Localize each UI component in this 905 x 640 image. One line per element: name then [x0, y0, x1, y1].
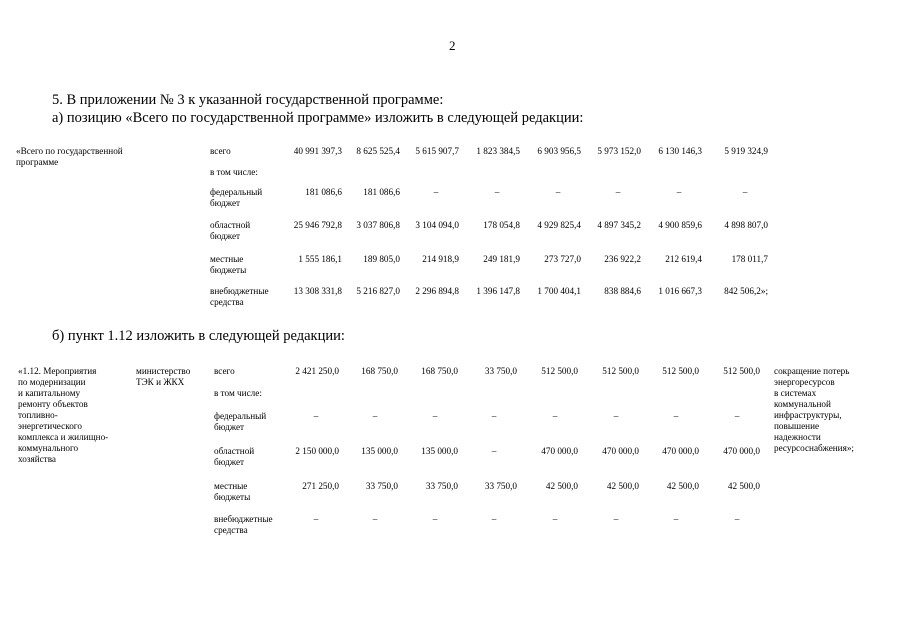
row-name: бюджет — [214, 457, 245, 467]
cell-value: – — [372, 411, 378, 421]
cell-value: 33 750,0 — [484, 481, 517, 491]
cell-value: – — [673, 411, 679, 421]
row-label-line: «1.12. Мероприятия — [18, 366, 97, 376]
cell-value: 42 500,0 — [666, 481, 699, 491]
row-name: всего — [210, 146, 231, 156]
cell-value: 512 500,0 — [662, 366, 699, 376]
row-name: бюджеты — [210, 265, 247, 275]
cell-value: – — [552, 411, 558, 421]
cell-value: – — [491, 446, 497, 456]
cell-value: – — [676, 187, 682, 197]
row-label-line: хозяйства — [18, 454, 56, 464]
cell-value: 3 104 094,0 — [415, 220, 459, 230]
row-label-line: по модернизации — [18, 377, 86, 387]
cell-value: 8 625 525,4 — [356, 146, 400, 156]
cell-value: – — [734, 514, 740, 524]
cell-value: 178 054,8 — [483, 220, 520, 230]
heading-item-a: а) позицию «Всего по государственной программе» изложить в следующей редакции: — [52, 110, 584, 126]
result-label-line: сокращение потерь — [774, 366, 850, 376]
cell-value: – — [742, 187, 748, 197]
cell-value: – — [494, 187, 500, 197]
cell-value: – — [615, 187, 621, 197]
cell-value: 512 500,0 — [541, 366, 578, 376]
cell-value: 25 946 792,8 — [293, 220, 342, 230]
result-label-line: ресурсоснабжения»; — [774, 443, 854, 453]
cell-value: 3 037 806,8 — [356, 220, 400, 230]
row-name: всего — [214, 366, 235, 376]
cell-value: – — [313, 514, 319, 524]
row-name: средства — [214, 525, 248, 535]
cell-value: 33 750,0 — [484, 366, 517, 376]
row-label-line: ремонту объектов — [18, 399, 88, 409]
row-label-line: топливно- — [18, 410, 58, 420]
result-label-line: инфраструктуры, — [774, 410, 842, 420]
cell-value: 135 000,0 — [361, 446, 398, 456]
row-name: средства — [210, 297, 244, 307]
cell-value: 168 750,0 — [421, 366, 458, 376]
cell-value: – — [313, 411, 319, 421]
cell-value: 168 750,0 — [361, 366, 398, 376]
cell-value: – — [432, 514, 438, 524]
cell-value: 33 750,0 — [425, 481, 458, 491]
row-name: бюджеты — [214, 492, 251, 502]
cell-value: 4 900 859,6 — [658, 220, 702, 230]
cell-value: 512 500,0 — [602, 366, 639, 376]
cell-value: – — [491, 411, 497, 421]
cell-value: 2 150 000,0 — [295, 446, 339, 456]
cell-value: 2 421 250,0 — [295, 366, 339, 376]
cell-value: – — [432, 411, 438, 421]
row-name: внебюджетные — [214, 514, 273, 524]
cell-value: 189 805,0 — [363, 254, 400, 264]
row-name: местные — [210, 254, 244, 264]
cell-value: – — [734, 411, 740, 421]
cell-value: 212 619,4 — [665, 254, 702, 264]
cell-value: 214 918,9 — [422, 254, 459, 264]
row-name: местные — [214, 481, 248, 491]
cell-value: 181 086,6 — [363, 187, 400, 197]
cell-value: 249 181,9 — [483, 254, 520, 264]
row-name: федеральный — [210, 187, 263, 197]
cell-value: 1 555 186,1 — [298, 254, 342, 264]
row-name: бюджет — [210, 231, 241, 241]
cell-value: 1 823 384,5 — [476, 146, 520, 156]
result-label-line: надежности — [774, 432, 821, 442]
cell-value: – — [552, 514, 558, 524]
cell-value: 271 250,0 — [302, 481, 339, 491]
cell-value: 42 500,0 — [545, 481, 578, 491]
cell-value: 4 897 345,2 — [597, 220, 641, 230]
cell-value: – — [613, 514, 619, 524]
cell-value: – — [613, 411, 619, 421]
cell-value: 181 086,6 — [305, 187, 342, 197]
row-name: областной — [214, 446, 255, 456]
cell-value: 5 973 152,0 — [597, 146, 641, 156]
cell-value: 470 000,0 — [541, 446, 578, 456]
row-label-line: и капитальному — [18, 388, 81, 398]
cell-value: – — [372, 514, 378, 524]
row-name: бюджет — [210, 198, 241, 208]
cell-value: 1 700 404,1 — [537, 286, 581, 296]
cell-value: 4 898 807,0 — [724, 220, 768, 230]
result-label-line: повышение — [774, 421, 820, 431]
cell-value: 1 016 667,3 — [658, 286, 702, 296]
cell-value: 236 922,2 — [604, 254, 641, 264]
row-label-line: программе — [16, 157, 59, 167]
cell-value: 273 727,0 — [544, 254, 581, 264]
executor-label-line: министерство — [136, 366, 191, 376]
cell-value: 842 506,2»; — [724, 286, 768, 296]
row-label-line: комплекса и жилищно- — [18, 432, 109, 442]
cell-value: 6 130 146,3 — [658, 146, 702, 156]
cell-value: 5 919 324,9 — [724, 146, 768, 156]
executor-label-line: ТЭК и ЖКХ — [136, 377, 185, 387]
cell-value: 33 750,0 — [365, 481, 398, 491]
cell-value: – — [491, 514, 497, 524]
row-label-line: энергетического — [18, 421, 82, 431]
row-name: бюджет — [214, 422, 245, 432]
row-name: в том числе: — [214, 388, 262, 398]
cell-value: 1 396 147,8 — [476, 286, 520, 296]
cell-value: 4 929 825,4 — [537, 220, 581, 230]
cell-value: – — [555, 187, 561, 197]
cell-value: 838 884,6 — [604, 286, 641, 296]
cell-value: 5 615 907,7 — [415, 146, 459, 156]
heading-item-b: б) пункт 1.12 изложить в следующей редакции: — [52, 328, 345, 344]
cell-value: 135 000,0 — [421, 446, 458, 456]
row-label-line: «Всего по государственной — [16, 146, 123, 156]
cell-value: 13 308 331,8 — [293, 286, 342, 296]
cell-value: – — [673, 514, 679, 524]
row-name: областной — [210, 220, 251, 230]
row-label-line: коммунального — [18, 443, 79, 453]
cell-value: 2 296 894,8 — [415, 286, 459, 296]
row-name: федеральный — [214, 411, 267, 421]
result-label-line: коммунальной — [774, 399, 831, 409]
row-name: в том числе: — [210, 167, 258, 177]
cell-value: 42 500,0 — [727, 481, 760, 491]
cell-value: – — [433, 187, 439, 197]
cell-value: 178 011,7 — [731, 254, 768, 264]
cell-value: 512 500,0 — [723, 366, 760, 376]
cell-value: 5 216 827,0 — [356, 286, 400, 296]
result-label-line: в системах — [774, 388, 817, 398]
result-label-line: энергоресурсов — [774, 377, 835, 387]
cell-value: 470 000,0 — [723, 446, 760, 456]
cell-value: 470 000,0 — [662, 446, 699, 456]
row-name: внебюджетные — [210, 286, 269, 296]
cell-value: 42 500,0 — [606, 481, 639, 491]
cell-value: 470 000,0 — [602, 446, 639, 456]
page-number: 2 — [449, 38, 456, 53]
cell-value: 40 991 397,3 — [293, 146, 342, 156]
cell-value: 6 903 956,5 — [537, 146, 581, 156]
heading-item-5: 5. В приложении № 3 к указанной государственной программе: — [52, 92, 444, 108]
